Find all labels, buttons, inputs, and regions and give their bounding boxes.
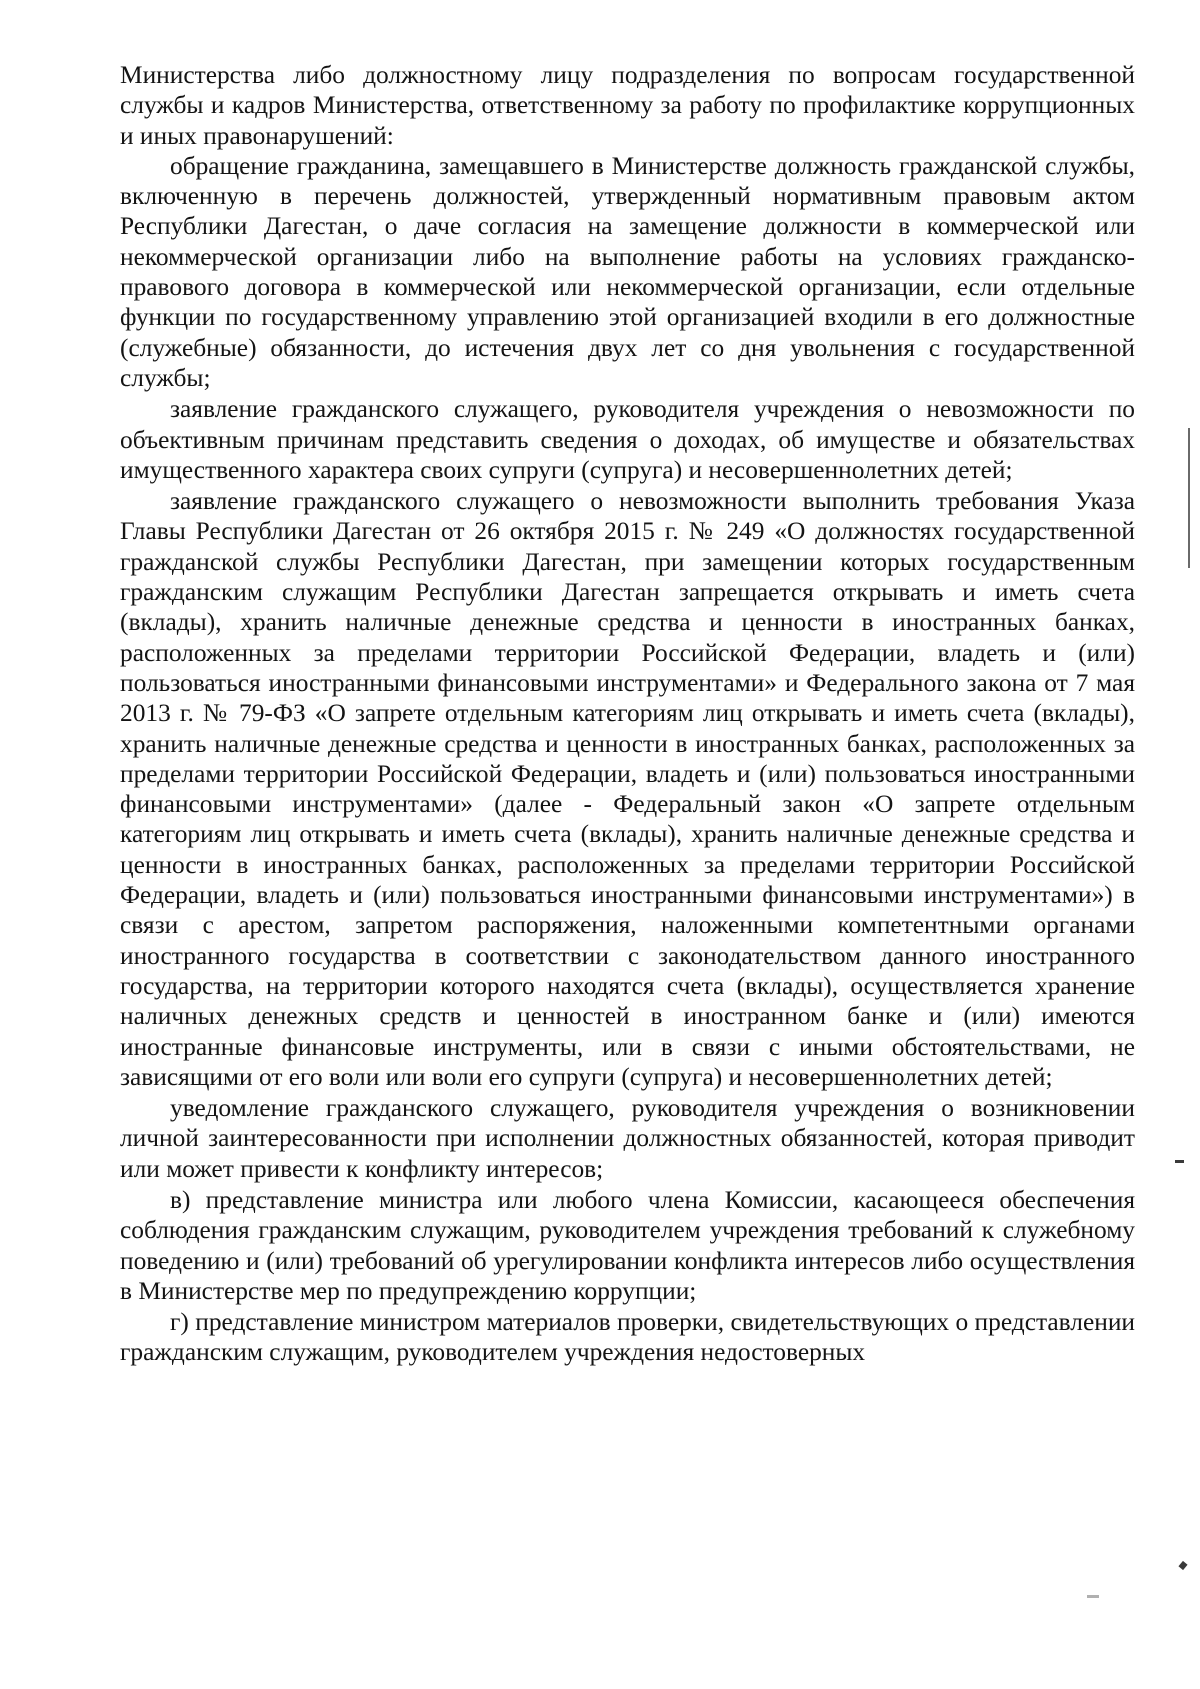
paragraph-income-statement: заявление гражданского служащего, руководителя учреждения о невозможности по объективным причинам представить сведения о доходах, об имуществе и обязательствах имущественного характера своих супруги (супруга) и несовершеннолетних детей; [120,395,1135,484]
scan-speck [1087,1595,1099,1598]
paragraph-continuation: Министерства либо должностному лицу подразделения по вопросам государственной службы и кадров Министерства, ответственному за работу по профилактике коррупционных и иных правонарушений: [120,61,1135,150]
paragraph-item-v: в) представление министра или любого члена Комиссии, касающееся обеспечения соблюдения гражданским служащим, руководителем учреждения требований к служебному поведению и (или) требований об урегулировании конфликта интересов либо осуществления в Министерстве мер по предупреждению коррупции; [120,1185,1135,1305]
paragraph-conflict-notice: уведомление гражданского служащего, руководителя учреждения о возникновении личной заинтересованности при исполнении должностных обязанностей, которая приводит или может привести к конфликту интересов; [120,1094,1135,1183]
paragraph-citizen-request: обращение гражданина, замещавшего в Министерстве должность гражданской службы, включенную в перечень должностей, утвержденный нормативным правовым актом Республики Дагестан, о даче согласия на замещение должности в коммерческой или некоммерческой организации либо на выполнение работы на условиях гражданско-правового договора в коммерческой или некоммерческой организации, если отдельные функции по государственному управлению этой организацией входили в его должностные (служебные) обязанности, до истечения двух лет со дня увольнения с государственной службы; [120,151,1135,392]
scan-margin-line [1188,428,1190,568]
scan-speck [1178,1561,1187,1570]
scan-speck [1175,1160,1184,1163]
paragraph-foreign-accounts-statement: заявление гражданского служащего о невозможности выполнить требования Указа Главы Республики Дагестан от 26 октября 2015 г. № 249 «О должностях государственной гражданской службы Республики Дагестан, при замещении которых государственным гражданским служащим Республики Дагестан запрещается открывать и иметь счета (вклады), хранить наличные денежные средства и ценности в иностранных банках, расположенных за пределами территории Российской Федерации, владеть и (или) пользоваться иностранными финансовыми инструментами» и Федерального закона от 7 мая 2013 г. № 79-ФЗ «О запрете отдельным категориям лиц открывать и иметь счета (вклады), хранить наличные денежные средства и ценности в иностранных банках, расположенных за пределами территории Российской Федерации, владеть и (или) пользоваться иностранными финансовыми инструментами» (далее - Федеральный закон «О запрете отдельным категориям лиц открывать и иметь счета (вклады), хранить наличные денежные средства и ценности в иностранных банках, расположенных за пределами территории Российской Федерации, владеть и (или) пользоваться иностранными финансовыми инструментами») в связи с арестом, запретом распоряжения, наложенными компетентными органами иностранного государства в соответствии с законодательством данного иностранного государства, на территории которого находятся счета (вклады), осуществляется хранение наличных денежных средств и ценностей в иностранном банке и (или) имеются иностранные финансовые инструменты, или в связи с иными обстоятельствами, не зависящими от его воли или воли его супруги (супруга) и несовершеннолетних детей; [120,487,1135,1091]
document-page [120,60,1135,1368]
paragraph-item-g: г) представление министром материалов проверки, свидетельствующих о представлении гражданским служащим, руководителем учреждения недостоверных [120,1308,1135,1367]
